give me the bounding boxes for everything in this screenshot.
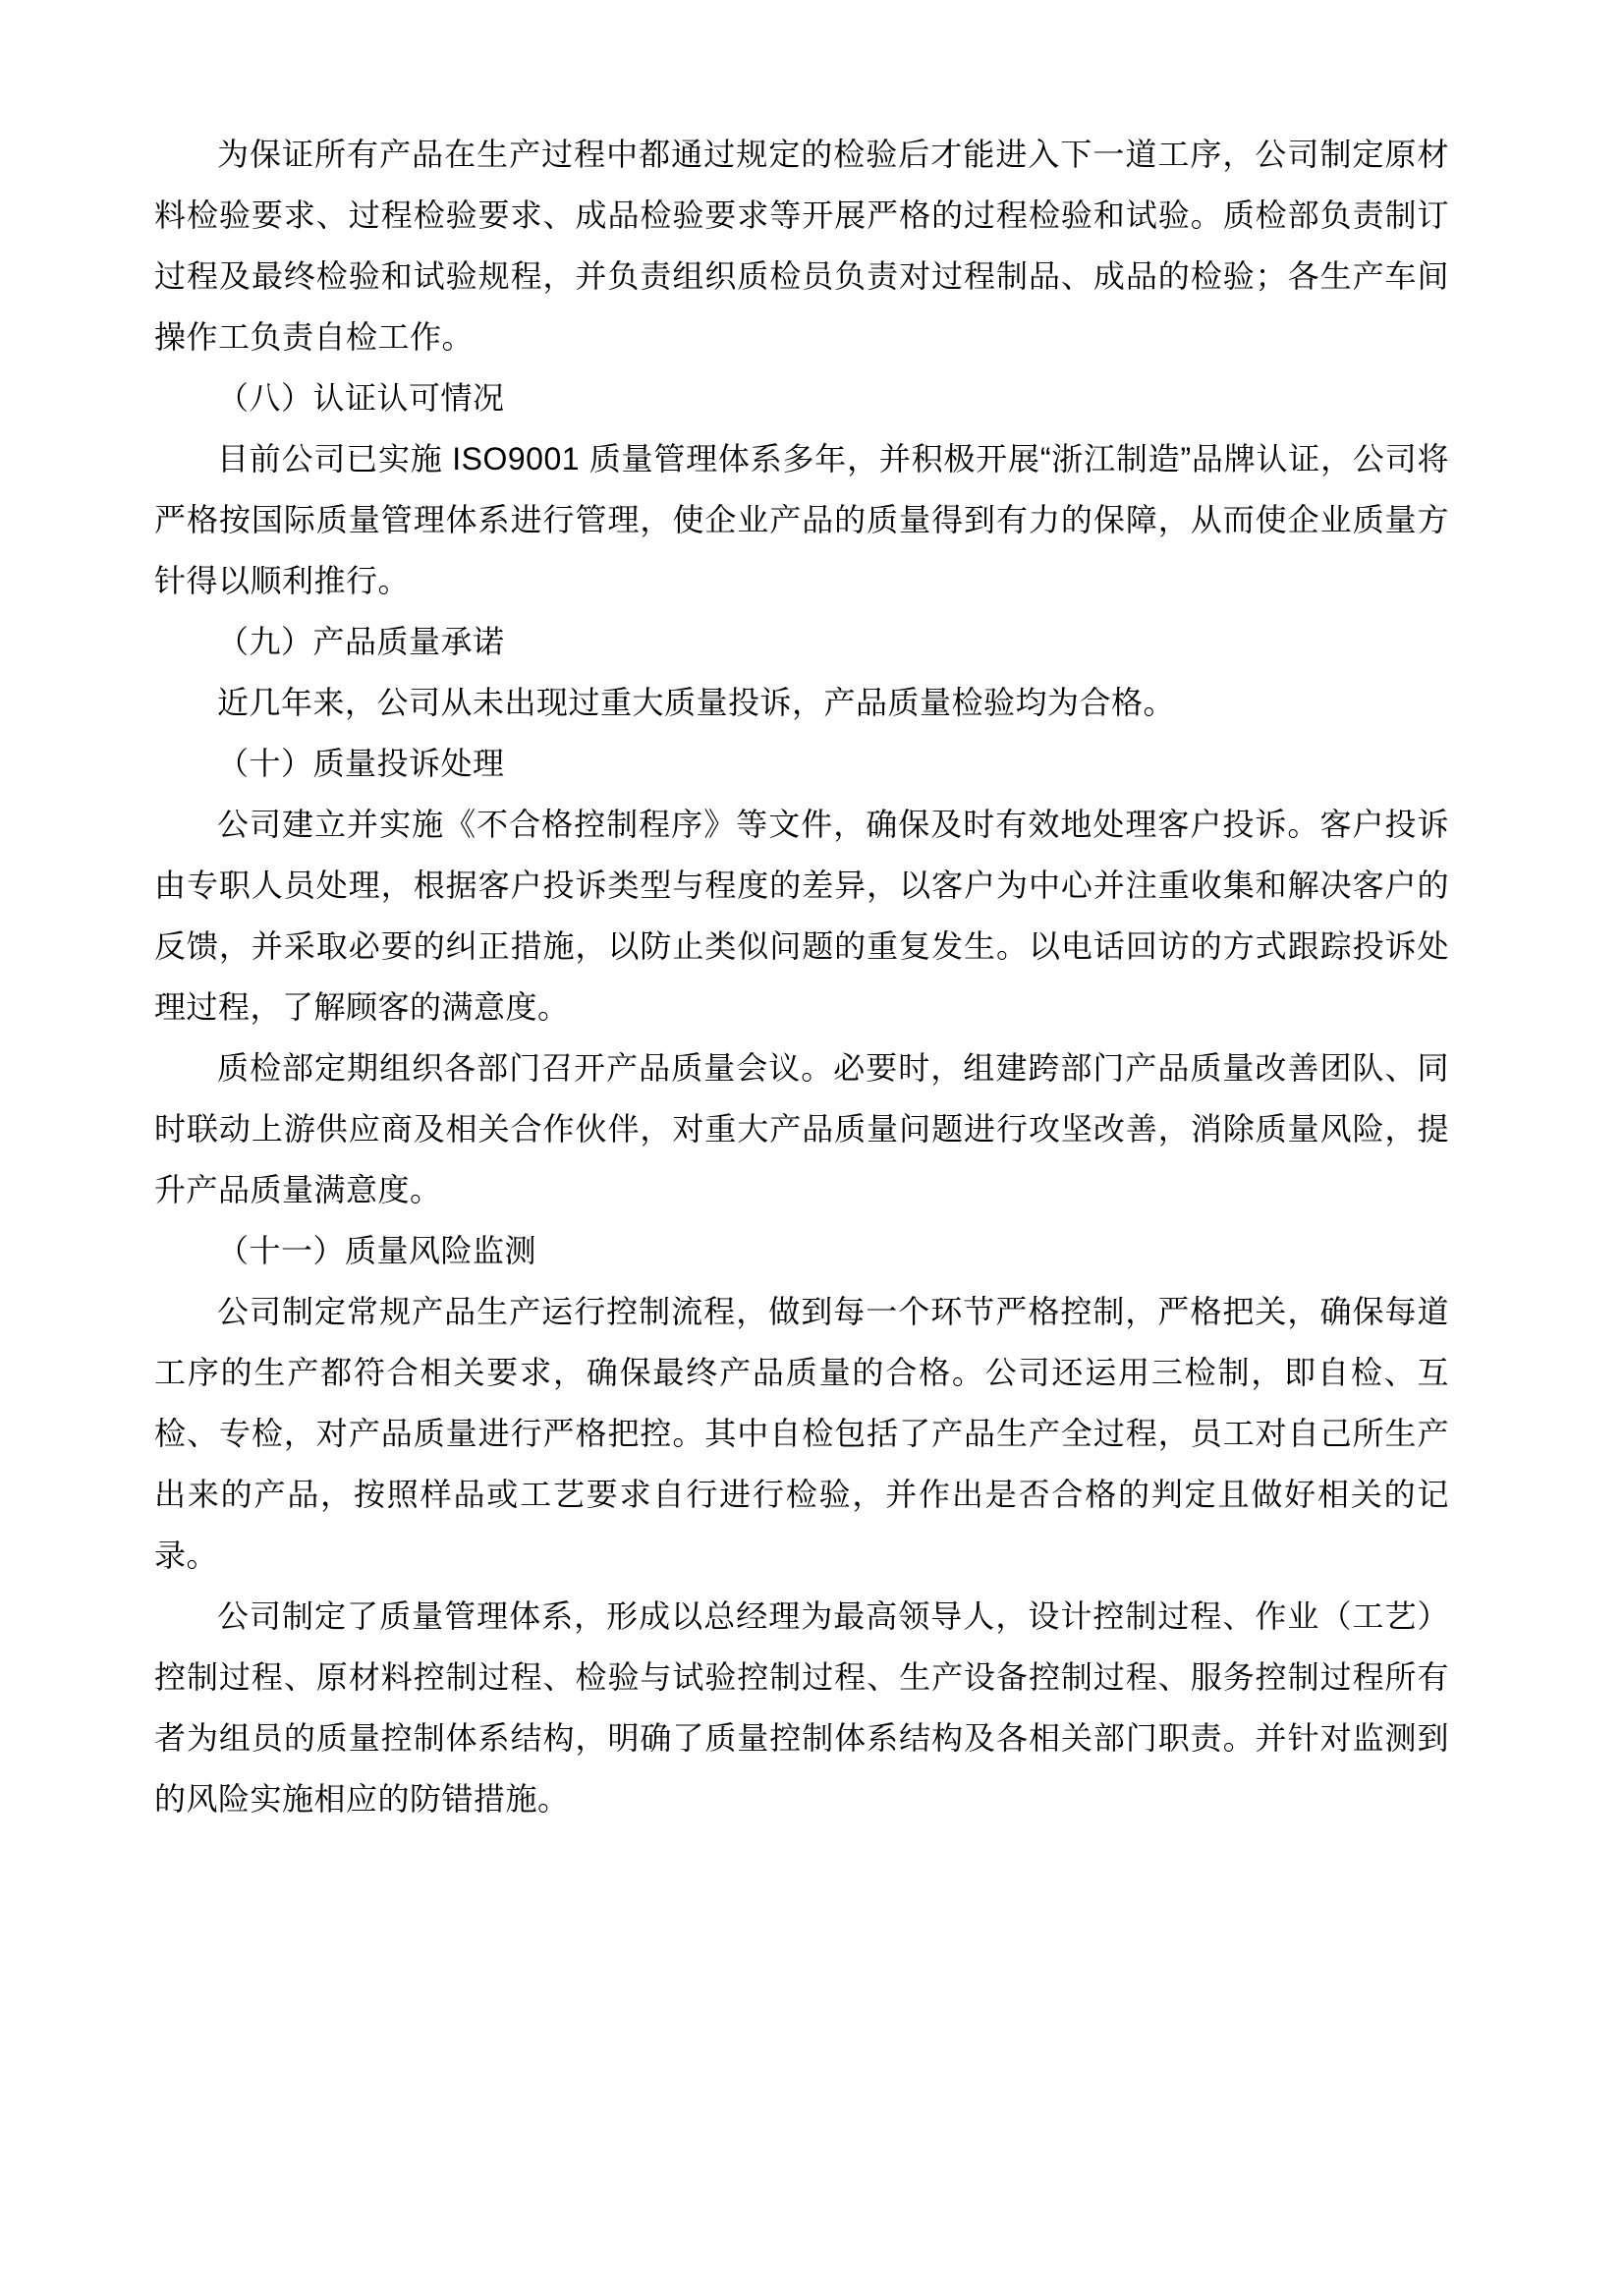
- heading-section-10: （十）质量投诉处理: [217, 746, 505, 781]
- heading-section-8: （八）认证认可情况: [217, 380, 505, 416]
- heading-section-9: （九）产品质量承诺: [217, 624, 505, 659]
- para-certification: 目前公司已实施 ISO9001 质量管理体系多年，并积极开展“浙江制造”品牌认证，公司将严格按国际质量管理体系进行管理，使企业产品的质量得到有力的保障，从而使企业质量方针得以顺利推行。: [154, 441, 1449, 598]
- para-complaint-handling: 公司建立并实施《不合格控制程序》等文件，确保及时有效地处理客户投诉。客户投诉由专职人员处理，根据客户投诉类型与程度的差异，以客户为中心并注重收集和解决客户的反馈，并采取必要的纠正措施，以防止类似问题的重复发生。以电话回访的方式跟踪投诉处理过程，了解顾客的满意度。: [154, 807, 1449, 1025]
- para-quality-meeting: 质检部定期组织各部门召开产品质量会议。必要时，组建跨部门产品质量改善团队、同时联动上游供应商及相关合作伙伴，对重大产品质量问题进行攻坚改善，消除质量风险，提升产品质量满意度。: [154, 1050, 1449, 1207]
- para-quality-control-system: 公司制定了质量管理体系，形成以总经理为最高领导人，设计控制过程、作业（工艺）控制过程、原材料控制过程、检验与试验控制过程、生产设备控制过程、服务控制过程所有者为组员的质量控制体系结构，明确了质量控制体系结构及各相关部门职责。并针对监测到的风险实施相应的防错措施。: [154, 1598, 1449, 1817]
- heading-section-11: （十一）质量风险监测: [217, 1233, 537, 1268]
- para-quality-commitment: 近几年来，公司从未出现过重大质量投诉，产品质量检验均为合格。: [217, 685, 1176, 720]
- para-process-inspection: 为保证所有产品在生产过程中都通过规定的检验后才能进入下一道工序，公司制定原材料检验要求、过程检验要求、成品检验要求等开展严格的过程检验和试验。质检部负责制订过程及最终检验和试验规程，并负责组织质检员负责对过程制品、成品的检验；各生产车间操作工负责自检工作。: [154, 137, 1449, 355]
- document-content: [154, 124, 1449, 1829]
- para-risk-monitoring: 公司制定常规产品生产运行控制流程，做到每一个环节严格控制，严格把关，确保每道工序的生产都符合相关要求，确保最终产品质量的合格。公司还运用三检制，即自检、互检、专检，对产品质量进行严格把控。其中自检包括了产品生产全过程，员工对自己所生产出来的产品，按照样品或工艺要求自行进行检验，并作出是否合格的判定且做好相关的记录。: [154, 1294, 1449, 1573]
